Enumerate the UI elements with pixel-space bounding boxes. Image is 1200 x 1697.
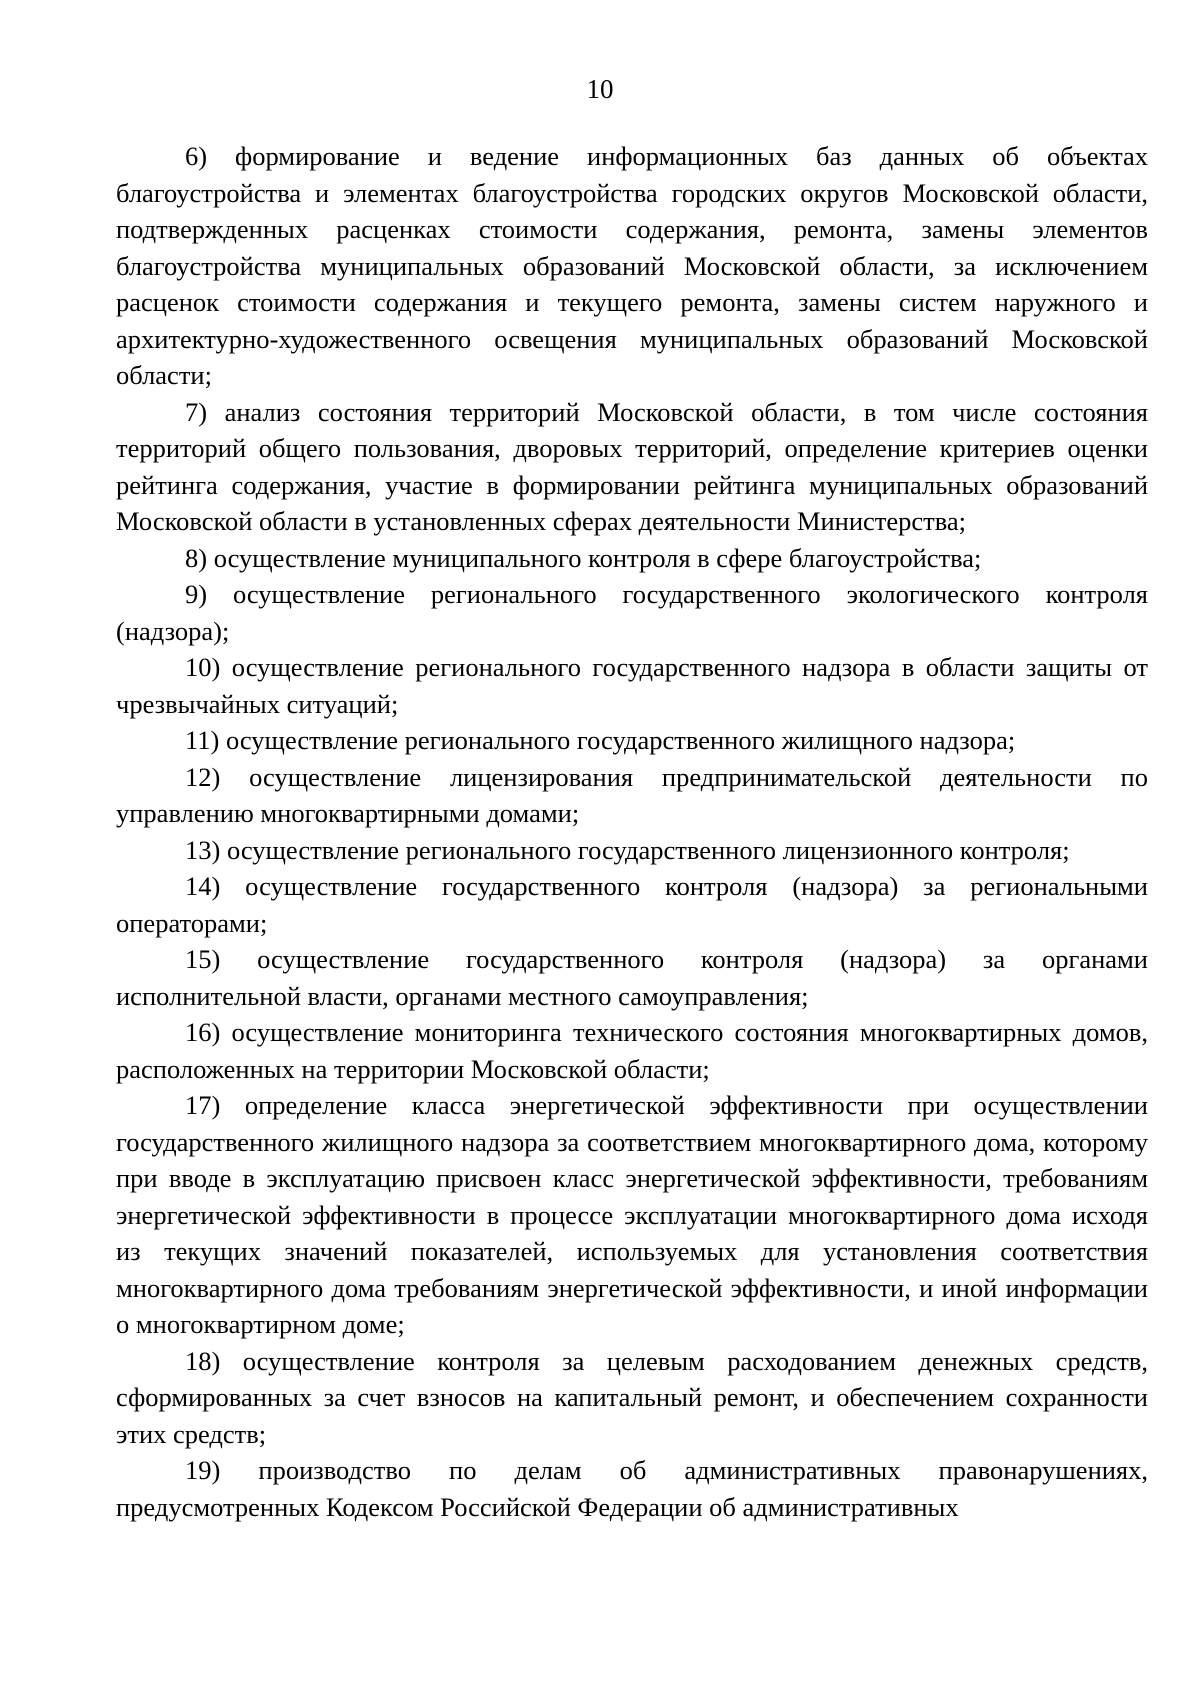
list-item-12: 12) осуществление лицензирования предпринимательской деятельности по управлению многоквартирными домами; (116, 761, 1148, 828)
list-item-13: 13) осуществление регионального государственного лицензионного контроля; (185, 834, 1070, 865)
list-item-7: 7) анализ состояния территорий Московской области, в том числе состояния территорий общего пользования, дворовых территорий, определение критериев оценки рейтинга содержания, участие в формировании рейтинга муниципальных образований Московской области в установленных сферах деятельности Министерства; (116, 396, 1148, 536)
list-item-10: 10) осуществление регионального государственного надзора в области защиты от чрезвычайных ситуаций; (116, 652, 1148, 719)
list-item-17: 17) определение класса энергетической эффективности при осуществлении государственного жилищного надзора за соответствием многоквартирного дома, которому при вводе в эксплуатацию присвоен класс энергетической эффективности, требованиям энергетической эффективности в процессе эксплуатации многоквартирного дома исходя из текущих значений показателей, используемых для установления соответствия многоквартирного дома требованиям энергетической эффективности, и иной информации о многоквартирном доме; (116, 1090, 1148, 1339)
list-item-9: 9) осуществление регионального государственного экологического контроля (надзора); (116, 579, 1148, 646)
list-item-15: 15) осуществление государственного контроля (надзора) за органами исполнительной власти, органами местного самоуправления; (116, 944, 1148, 1011)
list-item-6: 6) формирование и ведение информационных баз данных об объектах благоустройства и элементах благоустройства городских округов Московской области, подтвержденных расценках стоимости содержания, ремонта, замены элементов благоустройства муниципальных образований Московской области, за исключением расценок стоимости содержания и текущего ремонта, замены систем наружного и архитектурно-художественного освещения муниципальных образований Московской области; (116, 141, 1148, 390)
list-item-18: 18) осуществление контроля за целевым расходованием денежных средств, сформированных за счет взносов на капитальный ремонт, и обеспечением сохранности этих средств; (116, 1345, 1148, 1449)
list-item-19: 19) производство по делам об административных правонарушениях, предусмотренных Кодексом Российской Федерации об административных (116, 1455, 1148, 1522)
list-item-16: 16) осуществление мониторинга технического состояния многоквартирных домов, расположенных на территории Московской области; (116, 1017, 1148, 1084)
list-item-14: 14) осуществление государственного контроля (надзора) за региональными операторами; (116, 871, 1148, 938)
list-item-11: 11) осуществление регионального государственного жилищного надзора; (185, 725, 1016, 755)
list-item-8: 8) осуществление муниципального контроля в сфере благоустройства; (185, 542, 982, 573)
page-number: 10 (586, 74, 614, 104)
document-body (116, 138, 1148, 1525)
